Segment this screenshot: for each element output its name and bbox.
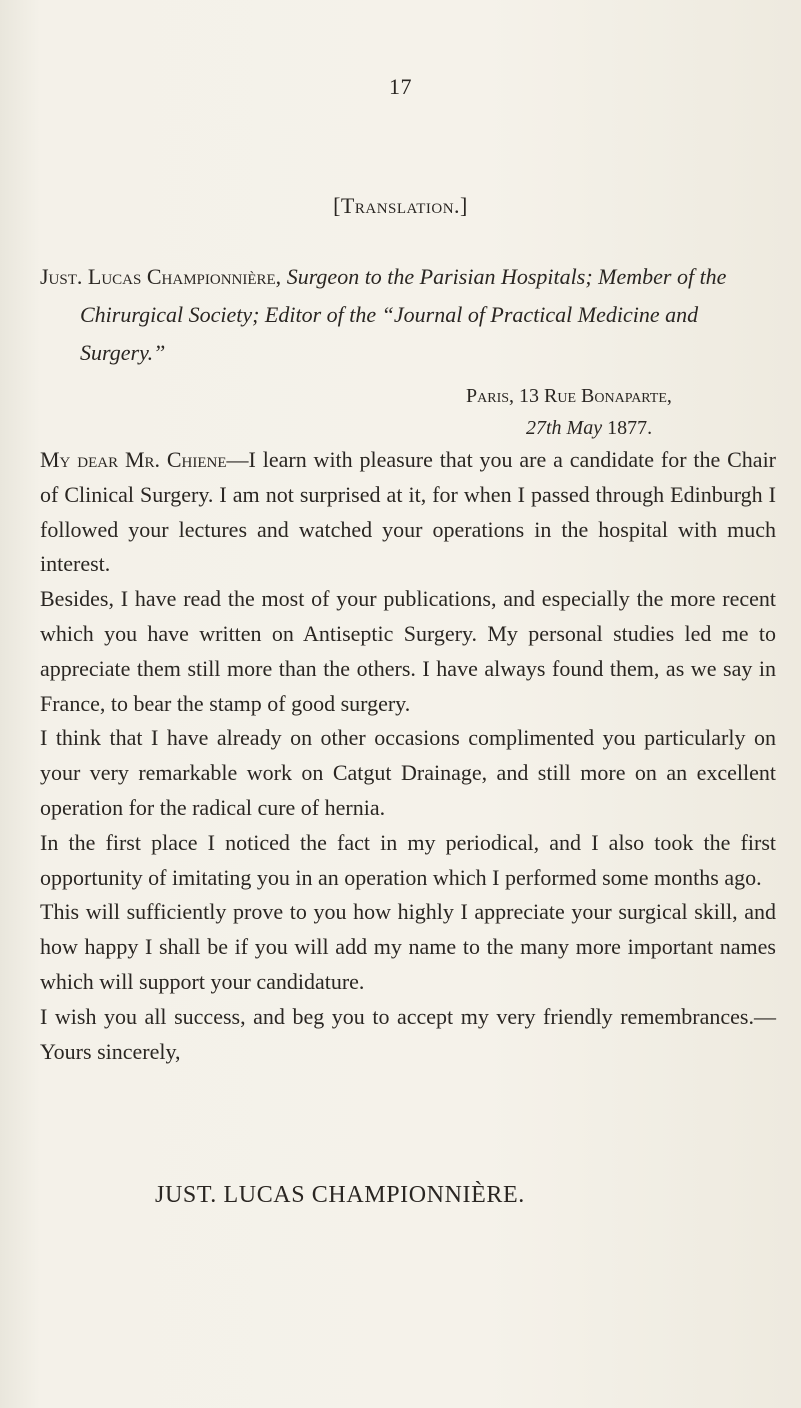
paragraph-5: This will sufficiently prove to you how highly I appreciate your surgical skill, and how happy I shall be if you will add my name to the many more important names which will support your candidature. xyxy=(40,899,776,994)
paragraph-4: In the first place I noticed the fact in my periodical, and I also took the first opportunity of imitating you in an operation which I performed some months ago. xyxy=(40,829,776,890)
salutation: My dear Mr. Chiene xyxy=(40,447,227,472)
address-line: Paris, 13 Rue Bonaparte, xyxy=(466,385,672,407)
paragraph-text: —I learn with pleasure that you are a candidate for the Chair of Clinical Surgery. I am not surprised at it, for when I passed through Edinburgh I followed your lectures and watched your operations in the hospital with much interest. xyxy=(40,447,777,577)
date-day: 27th May xyxy=(526,417,603,439)
author-name: Just. Lucas Championnière, xyxy=(40,264,282,289)
letter-date xyxy=(526,412,774,444)
letter-body xyxy=(40,443,776,1069)
author-attribution xyxy=(40,258,780,372)
signature: JUST. LUCAS CHAMPIONNIÈRE. xyxy=(155,1182,525,1208)
page-number: 17 xyxy=(389,74,412,99)
paragraph-3: I think that I have already on other occasions complimented you particularly on your very remarkable work on Catgut Drainage, and still more on an excellent operation for the radical cure of hernia. xyxy=(40,725,776,820)
paragraph-6: I wish you all success, and beg you to accept my very friendly remembrances.—Yours sincerely, xyxy=(40,1003,776,1064)
letter-address xyxy=(414,380,774,444)
translation-heading: [Translation.] xyxy=(333,193,468,218)
date-year: 1877. xyxy=(607,417,653,439)
paragraph-2: Besides, I have read the most of your publications, and especially the more recent which you have written on Antiseptic Surgery. My personal studies led me to appreciate them still more than the others. I have always found them, as we say in France, to bear the stamp of good surgery. xyxy=(40,586,776,716)
paragraph-1 xyxy=(40,443,776,582)
author-title: Surgeon to the Parisian Hospitals; Member of the Chirurgical Society; Editor of the “Journal of Practical Medicine and Surgery.” xyxy=(80,264,727,365)
